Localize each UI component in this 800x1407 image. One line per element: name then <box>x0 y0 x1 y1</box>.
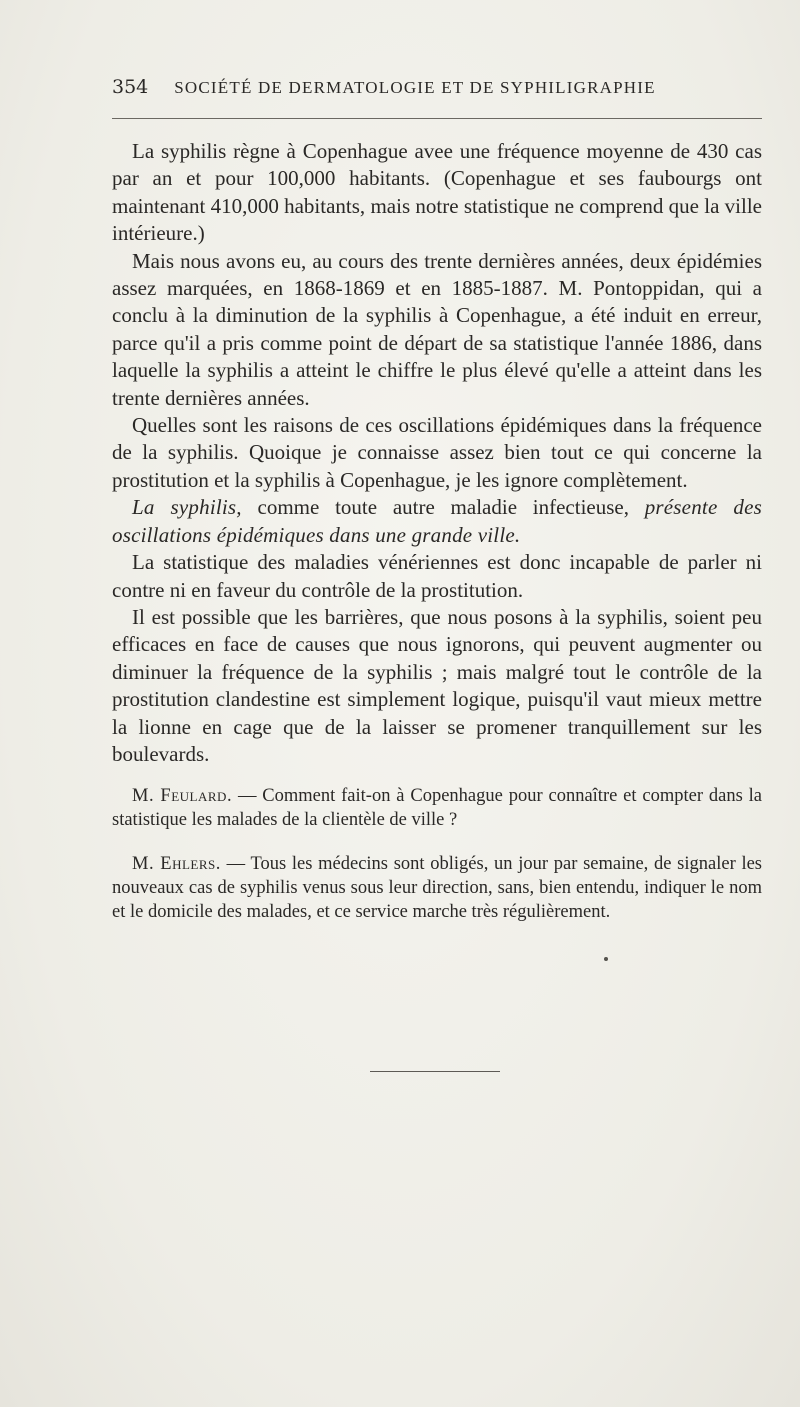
speaker-name: M. Feulard. <box>132 786 233 806</box>
header-rule <box>112 118 762 119</box>
plain-middle: comme toute autre maladie infectieuse, <box>241 495 645 520</box>
discussion-entry <box>112 785 762 833</box>
ink-speck <box>604 957 608 961</box>
paragraph-reasons: Quelles sont les raisons de ces oscillations épidémiques dans la fréquence de la syphilis. Quoique je connaisse assez bien tout ce qui concerne la prostitution et la syphilis à Copenhague, je les ignore complètement. <box>112 413 762 492</box>
discussion-entry <box>112 853 762 924</box>
paragraph-epidemics: Mais nous avons eu, au cours des trente dernières années, deux épidémies assez marquées, en 1868-1869 et en 1885-1887. M. Pontoppidan, qui a conclu à la diminution de la syphilis à Copenhague, a été induit en erreur, parce qu'il a pris comme point de départ de sa statistique l'année 1886, dans laquelle la syphilis a atteint le chiffre le plus élevé qu'elle a atteint dans les trente dernières années. <box>112 248 762 410</box>
page-number: 354 <box>112 76 149 98</box>
paragraph-statistics: La statistique des maladies vénériennes est donc incapable de parler ni contre ni en faveur du contrôle de la prostitution. <box>112 550 762 602</box>
paragraph-barriers: Il est possible que les barrières, que nous posons à la syphilis, soient peu efficaces en face de causes que nous ignorons, qui peuvent augmenter ou diminuer la fréquence de la syphilis ; mais malgré tout le contrôle de la prostitution clandestine est simplement logique, puisqu'il vaut mieux mettre la lionne en cage que de la laisser se promener tranquillement sur les boulevards. <box>112 604 762 766</box>
speaker-remark: — Tous les médecins sont obligés, un jour par semaine, de signaler les nouveaux cas de syphilis venus sous leur direction, sans, bien entendu, indiquer le nom et le domicile des malades, et ce service marche très régulièrement. <box>112 854 763 922</box>
running-title: SOCIÉTÉ DE DERMATOLOGIE ET DE SYPHILIGRAPHIE <box>174 78 656 97</box>
speaker-name: M. Ehlers. <box>132 854 221 874</box>
paragraph-frequency: La syphilis règne à Copenhague avee une fréquence moyenne de 430 cas par an et pour 100,000 habitants. (Copenhague et ses faubourgs ont maintenant 410,000 habitants, mais notre statistique ne comprend que la ville intérieure.) <box>112 139 762 246</box>
running-header <box>112 76 762 98</box>
discussion-feulard <box>112 785 762 833</box>
paragraph-italic-conclusion <box>112 494 762 549</box>
main-text <box>112 138 762 768</box>
speaker-remark: — Comment fait-on à Copenhague pour connaître et compter dans la statistique les malades de la clientèle de ville ? <box>112 786 762 830</box>
section-end-rule <box>370 1071 500 1072</box>
discussion-ehlers <box>112 853 762 924</box>
italic-subject: La syphilis, <box>132 495 242 520</box>
italic-predicate: présente des oscillations épidémiques dans une grande ville. <box>112 495 763 547</box>
